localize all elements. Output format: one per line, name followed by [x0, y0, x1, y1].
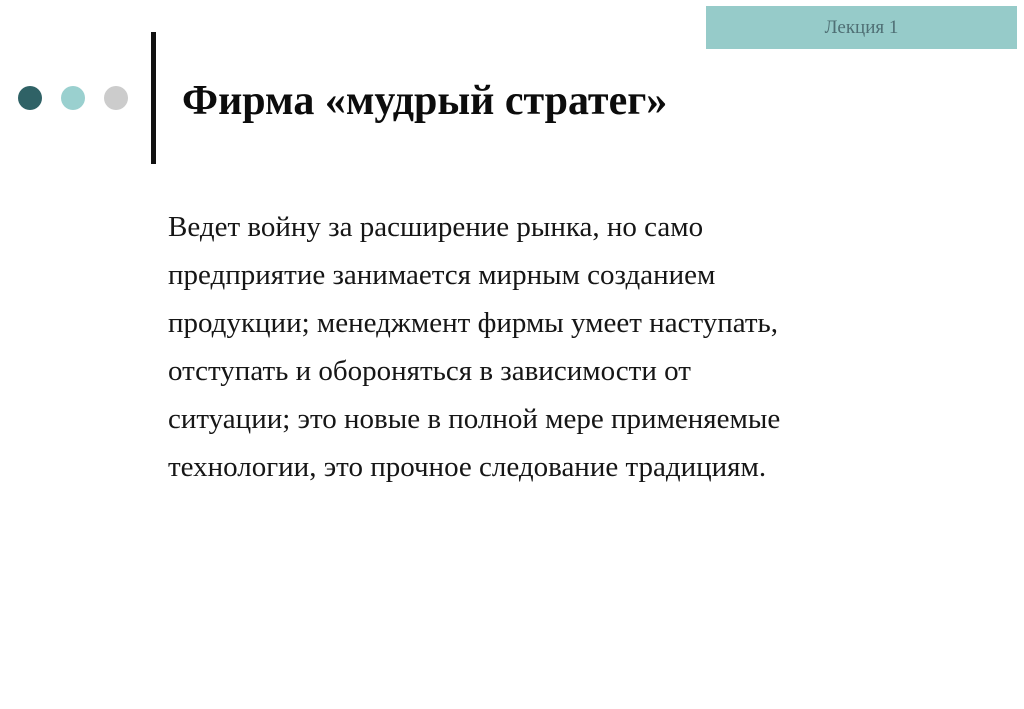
decorative-dot-gray: [104, 86, 128, 110]
lecture-badge: Лекция 1: [706, 6, 1017, 49]
body-line: продукции; менеджмент фирмы умеет наступать,: [168, 307, 779, 339]
body-line: ситуации; это новые в полной мере применяемые: [168, 403, 781, 435]
body-line: Ведет войну за расширение рынка, но само: [168, 211, 704, 243]
decorative-dot-dark: [18, 86, 42, 110]
body-line: отступать и обороняться в зависимости от: [168, 355, 691, 387]
decorative-dot-light: [61, 86, 85, 110]
title-divider: [151, 32, 156, 164]
body-line: технологии, это прочное следование традициям.: [168, 451, 767, 483]
slide-body-text: [168, 203, 928, 491]
body-line: предприятие занимается мирным созданием: [168, 259, 716, 291]
slide-title: Фирма «мудрый стратег»: [182, 78, 668, 124]
